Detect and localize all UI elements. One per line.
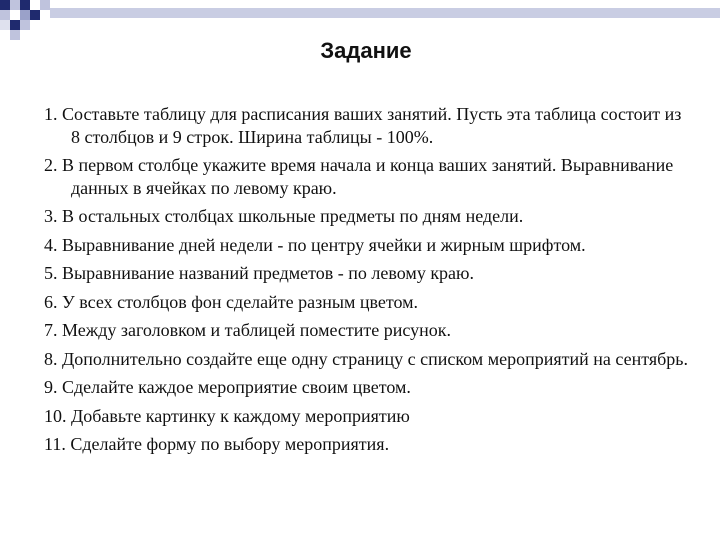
decor-square bbox=[10, 20, 20, 30]
decor-square bbox=[20, 10, 30, 20]
task-item: 7. Между заголовком и таблицей поместите рисунок. bbox=[44, 320, 452, 340]
task-item: 2. В первом столбце укажите время начала и конца ваших занятий. Выравнивание данных в ячейках по левому краю. bbox=[44, 155, 674, 198]
task-item: 9. Сделайте каждое мероприятие своим цветом. bbox=[44, 377, 411, 397]
decor-square bbox=[30, 10, 40, 20]
decor-square bbox=[20, 20, 30, 30]
task-item: 4. Выравнивание дней недели - по центру ячейки и жирным шрифтом. bbox=[44, 234, 586, 255]
decor-square bbox=[0, 0, 10, 10]
decor-square bbox=[0, 10, 10, 20]
task-item: 5. Выравнивание названий предметов - по левому краю. bbox=[44, 263, 474, 283]
task-item: 8. Дополнительно создайте еще одну страницу с списком мероприятий на сентябрь. bbox=[44, 348, 688, 369]
task-item: 6. У всех столбцов фон сделайте разным цветом. bbox=[44, 291, 419, 312]
decor-square bbox=[20, 0, 30, 10]
corner-decoration bbox=[0, 0, 720, 40]
task-item: 3. В остальных столбцах школьные предметы по дням недели. bbox=[44, 206, 524, 226]
decor-square bbox=[40, 0, 50, 10]
decor-square bbox=[10, 0, 20, 10]
slide-title-text: Задание bbox=[320, 38, 412, 63]
header-band bbox=[50, 8, 720, 18]
decor-square bbox=[0, 20, 10, 30]
slide-title bbox=[0, 38, 720, 64]
task-item: 1. Составьте таблицу для расписания ваших занятий. Пусть эта таблица состоит из 8 столбцов и 9 строк. Ширина таблицы - 100%. bbox=[44, 104, 682, 147]
task-item: 10. Добавьте картинку к каждому мероприятию bbox=[44, 405, 410, 426]
task-item: 11. Сделайте форму по выбору мероприятия. bbox=[44, 434, 390, 454]
task-list bbox=[44, 103, 694, 462]
